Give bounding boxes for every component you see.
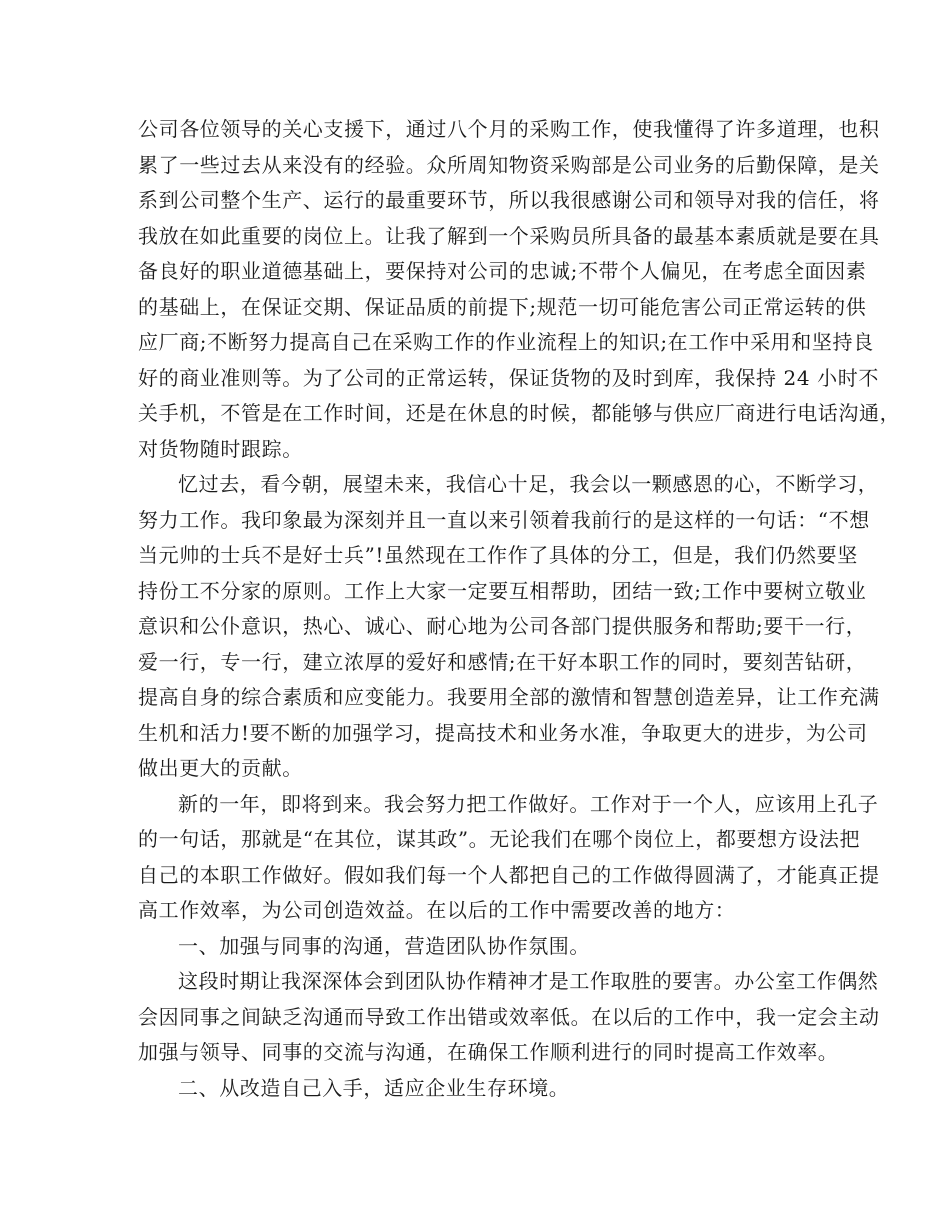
- paragraph-first-line: 忆过去，看今朝，展望未来，我信心十足，我会以一颗感恩的心，不断学习，: [178, 472, 879, 496]
- text-line: 累了一些过去从来没有的经验。众所周知物资采购部是公司业务的后勤保障，是关: [138, 152, 880, 177]
- text-line: 我放在如此重要的岗位上。让我了解到一个采购员所具备的最基本素质就是要在具: [138, 223, 880, 248]
- text-line: 的基础上，在保证交期、保证品质的前提下;规范一切可能危害公司正常运转的供: [138, 294, 867, 319]
- paragraph-first-line: 这段时期让我深深体会到团队协作精神才是工作取胜的要害。办公室工作偶然: [178, 969, 879, 993]
- text-line: 会因同事之间缺乏沟通而导致工作出错或效率低。在以后的工作中，我一定会主动: [138, 1004, 880, 1029]
- paragraph-first-line: 二、从改造自己入手，适应企业生存环境。: [178, 1075, 570, 1100]
- paragraph-first-line: 新的一年，即将到来。我会努力把工作做好。工作对于一个人，应该用上孔子: [178, 791, 879, 816]
- paragraph-first-line: 一、加强与同事的沟通，营造团队协作氛围。: [178, 933, 590, 958]
- text-line: 高工作效率，为公司创造效益。在以后的工作中需要改善的地方：: [138, 898, 736, 922]
- text-line: 持份工不分家的原则。工作上大家一定要互相帮助，团结一致;工作中要树立敬业: [138, 578, 867, 603]
- text-line: 当元帅的士兵不是好士兵”!虽然现在工作作了具体的分工，但是，我们仍然要坚: [138, 543, 858, 567]
- text-line: 应厂商;不断努力提高自己在采购工作的作业流程上的知识;在工作中采用和坚持良: [138, 330, 874, 354]
- text-line: 系到公司整个生产、运行的最重要环节，所以我很感谢公司和领导对我的信任，将: [138, 188, 880, 212]
- text-line: 好的商业准则等。为了公司的正常运转，保证货物的及时到库，我保持 24 小时不: [138, 365, 879, 390]
- text-line: 加强与领导、同事的交流与沟通，在确保工作顺利进行的同时提高工作效率。: [138, 1040, 839, 1064]
- text-line: 备良好的职业道德基础上，要保持对公司的忠诚;不带个人偏见，在考虑全面因素: [138, 259, 867, 283]
- text-line: 努力工作。我印象最为深刻并且一直以来引领着我前行的是这样的一句话：“不想: [138, 507, 870, 532]
- document-body: [138, 112, 901, 1106]
- text-line: 生机和活力!要不断的加强学习，提高技术和业务水准，争取更大的进步，为公司: [138, 720, 868, 745]
- text-line: 的一句话，那就是“在其位，谋其政”。无论我们在哪个岗位上，都要想方设法把: [138, 827, 861, 851]
- text-line: 对货物随时跟踪。: [138, 436, 303, 461]
- text-line: 关手机，不管是在工作时间，还是在休息的时候，都能够与供应厂商进行电话沟通，: [138, 401, 901, 425]
- text-line: 意识和公仆意识，热心、诚心、耐心地为公司各部门提供服务和帮助;要干一行，: [138, 614, 867, 638]
- text-line: 公司各位领导的关心支援下，通过八个月的采购工作，使我懂得了许多道理，也积: [138, 117, 880, 141]
- text-line: 爱一行，专一行，建立浓厚的爱好和感情;在干好本职工作的同时，要刻苦钻研，: [138, 649, 867, 674]
- text-line: 提高自身的综合素质和应变能力。我要用全部的激情和智慧创造差异，让工作充满: [138, 685, 880, 709]
- text-line: 做出更大的贡献。: [138, 756, 303, 780]
- text-line: 自己的本职工作做好。假如我们每一个人都把自己的工作做得圆满了，才能真正提: [138, 862, 880, 887]
